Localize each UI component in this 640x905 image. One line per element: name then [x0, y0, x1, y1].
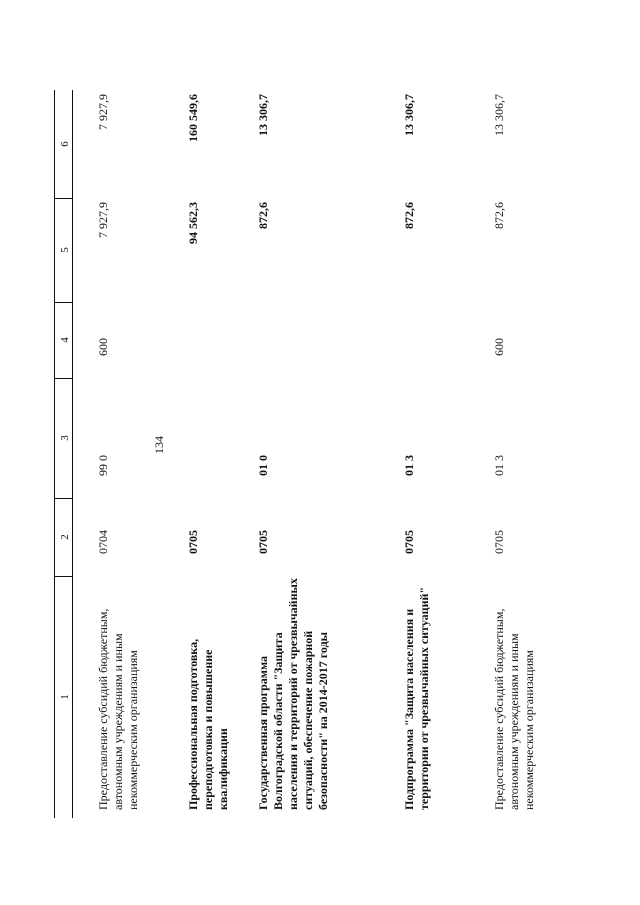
column-header-4: 4	[59, 337, 71, 343]
row-2-col5: 94 562,3	[186, 202, 200, 244]
column-header-2: 2	[59, 534, 71, 540]
column-header-1: 1	[59, 694, 71, 700]
row-1-expense-type: 600	[96, 338, 110, 356]
row-4-col6: 13 306,7	[402, 94, 416, 136]
row-3-name: Государственная программа Волгоградской области "Защита населения и территорий от чрезвычайных ситуаций, обеспечение пожарной безопасности" на 2014-2017 годы	[256, 578, 330, 810]
row-5-expense-type: 600	[492, 338, 506, 356]
table-rule-header	[72, 90, 73, 818]
row-1-target: 99 0	[96, 455, 110, 476]
column-header-6: 6	[59, 141, 71, 147]
row-3-col6: 13 306,7	[256, 94, 270, 136]
row-4-target: 01 3	[402, 455, 416, 476]
row-5-col6: 13 306,7	[492, 94, 506, 136]
row-5-name: Предоставление субсидий бюджетным, автономным учреждениям и иным некоммерческим организациям	[492, 608, 536, 810]
row-5-target: 01 3	[492, 455, 506, 476]
row-2-section: 0705	[186, 530, 200, 554]
row-1-col6: 7 927,9	[96, 94, 110, 130]
column-header-5: 5	[59, 247, 71, 253]
row-1-name: Предоставление субсидий бюджетным, автономным учреждениям и иным некоммерческим организациям	[96, 608, 140, 810]
row-4-col5: 872,6	[402, 202, 416, 229]
column-header-3: 3	[59, 435, 71, 441]
page-number: 134	[152, 436, 166, 454]
row-4-section: 0705	[402, 530, 416, 554]
row-2-name: Профессиональная подготовка, переподготовка и повышение квалификации	[186, 638, 230, 810]
row-4-name: Подпрограмма "Защита населения и территории от чрезвычайных ситуаций"	[402, 586, 431, 810]
row-2-col6: 160 549,6	[186, 94, 200, 142]
table-rule-left	[54, 90, 55, 818]
row-3-section: 0705	[256, 530, 270, 554]
row-5-col5: 872,6	[492, 202, 506, 229]
row-3-target: 01 0	[256, 455, 270, 476]
row-5-section: 0705	[492, 530, 506, 554]
row-1-col5: 7 927,9	[96, 202, 110, 238]
row-1-section: 0704	[96, 530, 110, 554]
row-3-col5: 872,6	[256, 202, 270, 229]
